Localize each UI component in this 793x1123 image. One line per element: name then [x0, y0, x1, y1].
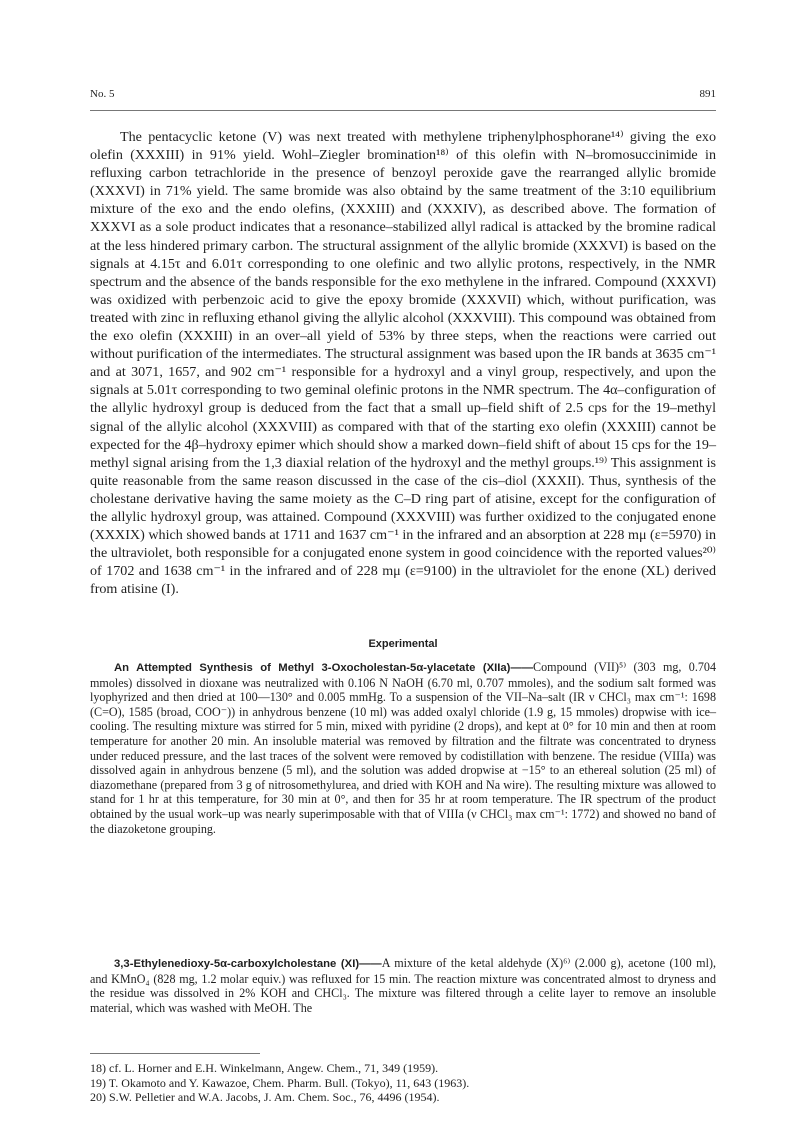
experimental-heading: 3,3-Ethylenedioxy-5α-carboxylcholestane (XI)—— [114, 958, 382, 970]
experimental-paragraph-2 [90, 956, 716, 1015]
footnote-19: 19) T. Okamoto and Y. Kawazoe, Chem. Pharm. Bull. (Tokyo), 11, 643 (1963). [90, 1075, 470, 1090]
experimental-text: Compound (VII)⁵⁾ (303 mg, 0.704 mmoles) dissolved in dioxane was neutralized with 0.106 N NaOH (6.70 ml, 0.707 mmoles), and the sodium salt formed was lyophyrized and then dried at 100—130° and 0.005 mmHg. To a suspension of the VII–Na–salt (IR ν CHCl₃ max cm⁻¹: 1698 (C=O), 1585 (broad, COO⁻)) in anhydrous benzene (10 ml) was added oxalyl chloride (1.9 g, 15 mmoles) dropwise with ice–cooling. The resulting mixture was stirred for 5 min, mixed with pyridine (2 drops), and kept at 0° for 10 min and then at room temperature for another 20 min. An insoluble material was removed by filtration and the filtrate was concentrated to dryness under reduced pressure, and the last traces of the solvent were removed by codistillation with benzene. The residue (VIIIa) was dissolved again in anhydrous benzene (5 ml), and the solution was added dropwise at −15° to an ethereal solution (25 ml) of diazomethane (prepared from 3 g of nitrosomethylurea, and dried with KOH and Na wire). The resulting mixture was allowed to stand for 1 hr at this temperature, for 30 min at 0°, and then for 35 hr at room temperature. The IR spectrum of the product obtained by the usual work–up was nearly superimposable with that of VIIIa (ν CHCl₃ max cm⁻¹: 1772) and showed no band of the diazoketone grouping. [90, 660, 716, 836]
main-text [90, 128, 716, 598]
footnote-18: 18) cf. L. Horner and E.H. Winkelmann, Angew. Chem., 71, 349 (1959). [90, 1061, 439, 1075]
page-number: 891 [699, 88, 716, 100]
footnotes [90, 1061, 716, 1105]
main-paragraph: The pentacyclic ketone (V) was next treated with methylene triphenylphosphorane¹⁴⁾ giving the exo olefin (XXXIII) in 91% yield. Wohl–Ziegler bromination¹⁸⁾ of this olefin with N–bromosuccinimide in refluxing carbon tetrachloride in the presence of benzoyl peroxide gave the rearranged allylic bromide (XXXVI) in 71% yield. The same bromide was also obtaind by the same treatment of the 3:10 equilibrium mixture of the exo and the endo olefins, (XXXIII) and (XXXIV), as described above. The formation of XXXVI as a sole product indicates that a resonance–stabilized allyl radical is attacked by the bromine radical at the less hindered primary carbon. The structural assignment of the allylic bromide (XXXVI) is based on the signals at 4.15τ and 6.01τ corresponding to one olefinic and two allylic protons, respectively, in the NMR spectrum and the absence of the bands responsible for the exo methylene in the infrared. Compound (XXXVI) was oxidized with perbenzoic acid to give the epoxy bromide (XXXVII) which, without purification, was treated with zinc in refluxing ethanol giving the allylic alcohol (XXXVIII). This compound was obtained from the exo olefin (XXXIII) in an over–all yield of 53% by three steps, when the reactions were carried out without purification of the intermediates. The structural assignment was based upon the IR bands at 3635 cm⁻¹ and at 3071, 1657, and 902 cm⁻¹ responsible for a hydroxyl and a vinyl group, respectively, and upon the signals at 5.01τ corresponding to two geminal olefinic protons in the NMR spectrum. The 4α–configuration of the allylic hydroxyl group is deduced from the fact that a small up–field shift of 2.5 cps for the 19–methyl signal of the allylic alcohol (XXXVIII) as compared with that of the starting exo olefin (XXXIII) cannot be expected for the 4β–hydroxy epimer which should show a marked down–field shift of about 15 cps for the 19–methyl signal arising from the 1,3 diaxial relation of the hydroxyl and the methyl groups.¹⁹⁾ This assignment is quite reasonable from the same reason discussed in the case of the cis–diol (XXXII). Thus, synthesis of the cholestane derivative having the same moiety as the C–D ring part of atisine, except for the configuration of the allylic hydroxyl group, was attained. Compound (XXXVIII) was further oxidized to the conjugated enone (XXXIX) which showed bands at 1711 and 1637 cm⁻¹ in the infrared and an absorption at 228 mμ (ε=5970) in the ultraviolet, both responsible for a conjugated enone system in good coincidence with the reported values²⁰⁾ of 1702 and 1638 cm⁻¹ in the infrared and of 228 mμ (ε=9100) in the ultraviolet for the enone (XL) derived from atisine (I). [90, 129, 716, 598]
section-title: Experimental [368, 638, 438, 650]
footnote-rule [90, 1053, 260, 1054]
experimental-text: A mixture of the ketal aldehyde (X)⁶⁾ (2.000 g), acetone (100 ml), and KMnO₄ (828 mg, 1.2 molar equiv.) was refluxed for 15 min. The reaction mixture was concentrated almost to dryness and the residue was dissolved in 2% KOH and CHCl₃. The mixture was filtered through a celite layer to remove an insoluble material, which was washed with MeOH. The [90, 956, 716, 1015]
experimental-paragraph-1 [90, 660, 716, 836]
footnote-20: 20) S.W. Pelletier and W.A. Jacobs, J. Am. Chem. Soc., 76, 4496 (1954). [90, 1090, 440, 1105]
experimental-heading: An Attempted Synthesis of Methyl 3-Oxocholestan-5α-ylacetate (XIIa)—— [114, 662, 534, 674]
issue-number: No. 5 [90, 88, 115, 100]
experimental-text-block [90, 660, 716, 836]
experimental-text-block [90, 956, 716, 1015]
header-rule [90, 110, 716, 111]
running-header [90, 88, 716, 104]
